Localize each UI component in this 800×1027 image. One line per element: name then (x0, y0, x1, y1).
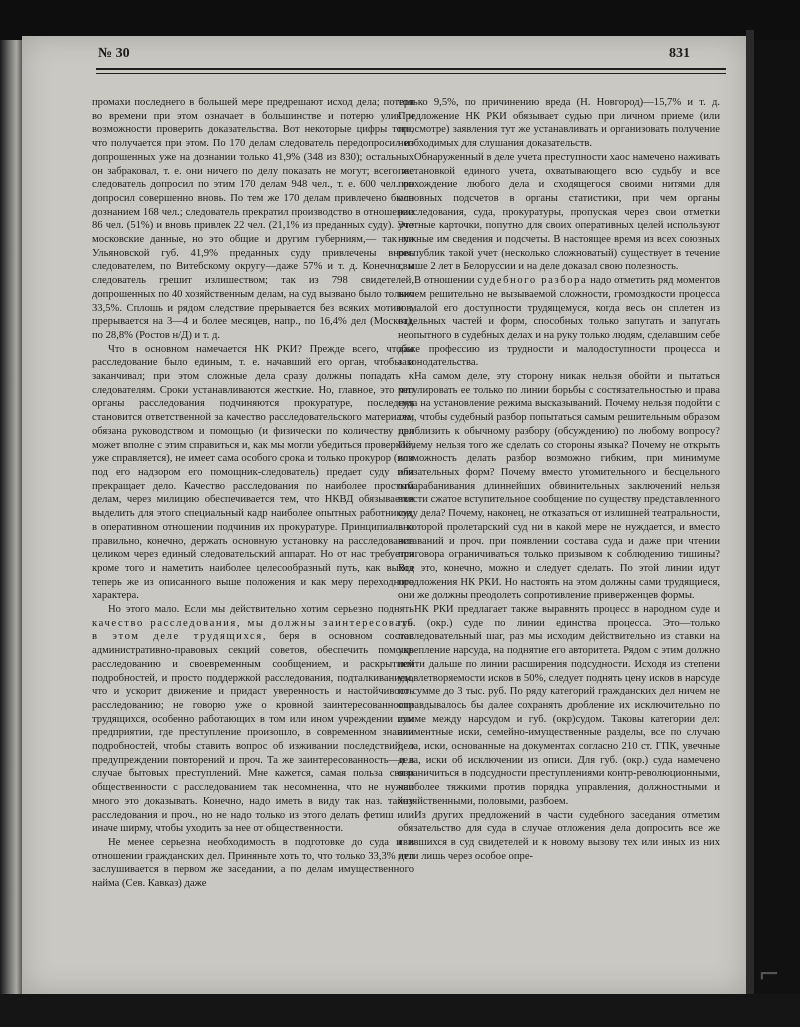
paragraph: Не менее серьезна необходимость в подготовке до суда и в отношении гражданских дел. Приняньте хоть то, что только 33,3% дел заслушивается в первом же заседании, а по делам имущественного найма (Сев. Кавказ) даже (92, 836, 414, 890)
issue-number: № 30 (98, 46, 130, 61)
paragraph: НК РКИ предлагает также выравнять процесс в народном суде и губ. (окр.) суде по линии единства процесса. Это—только последовательный шаг, раз мы исходим действительно из ставки на укрепление нарсуда, на поднятие его авторитета. Рядом с этим должно пойти дальше по линии расширения подсудности. Исходя из степени удовлетворяемости исков в 50%, следует поднять цену исков в нарсуде по сумме до 3 тыс. руб. По ряду категорий гражданских дел ничем не оправдывалось бы далее сохранять дробление их исключительно по сумме между нарсудом и губ. (окр)судом. Таковы категории дел: алиментные иски, семейно-имущественные разделы, все по случаю дела, иски, основанные на документах согласно 210 ст. ГПК, увечные дела, иски об исключении из описи. Для губ. (окр.) суда намечено ограничиться в подсудности преступлениями контр-революционными, наиболее тяжкими против порядка управления, должностными и хозяйственными, половыми, разбоем. (398, 604, 720, 807)
right-column (398, 96, 720, 863)
paragraph: промахи последнего в большей мере предрешают исход дела; потеря во времени при этом означает в большинстве и потерю улик и возможности проверить доказательства. Вот некоторые цифры того, что получается при этом. По 170 делам следователь передопросил из допрошенных уже на дознании только 41,9% (348 из 830); остальных он забраковал, т. е. они ничего по делу показать не могут; всего же следователь допросил по этим 170 делам 948 чел., т. е. 600 чел. он допросил совершенно вновь. По тем же 170 делам привлечено было дознанием 168 чел.; следователь прекратил производство в отношении 86 чел. (51%) и вновь привлек 22 чел. (21,1% из преданных суду). Это московские данные, но это общие и другим губерниям,— так по Ульяновской губ. 41,9% преданных суду привлечены вновь следователем, по Витебскому округу—даже 57% и т. д. Конечно, и следователь грешит излишеством; так из 798 свидетелей, допрошенных по 40 хозяйственным делам, на суд вызвано было только 33,5%. Сплошь и рядом следствие прерывается без всяких мотивов, прерывается на 3—4 и более месяцев, напр., по 16,4% дел (Москва), по 28,8% (Ростов н/Д) и т. д. (92, 97, 414, 341)
header-rule-thin (96, 73, 726, 74)
paragraph: только 9,5%, по причинению вреда (Н. Новгород)—15,7% и т. д. Предложение НК РКИ обязывает судью при личном приеме (или просмотре) заявления тут же устанавливать и организовать получение необходимых для слушания доказательств. (398, 97, 720, 150)
paragraph: Обнаруженный в деле учета преступности хаос намечено наживать постановкой единого учета, охватывающего всю судьбу и все прохождение любого дела и сходящегося своими нитями для основных подсчетов в органы статистики, при чем органы расследования, суда, прокуратуры, пропуская через свои отметки учетные карточки, попутно для своих оперативных целей используют нужные им сведения и подсчеты. В настоящее время из всех союзных республик такой учет (несколько сложноватый) существует в течение свыше 2 лет в Белоруссии и на деле доказал свою полезность. (398, 151, 720, 273)
paragraph (92, 603, 414, 836)
book-spine (0, 40, 22, 1000)
scan-backdrop (0, 0, 800, 40)
paragraph-text: надо отметить ряд моментов ничем решительно не вызываемой сложности, громоздкости процесса и малой его доступности трудящемуся, когда весь он сплетен из отдельных частей и форм, способных только запутать и запугать неопытного в судебных делах и на руку только людям, сделавшим себе даже профессию из трудности и малодоступности процесса и законодательства. (398, 275, 721, 369)
header-rule-thick (96, 68, 726, 70)
document-page (22, 36, 746, 994)
paragraph: На самом деле, эту сторону никак нельзя обойти и пытаться регулировать ее только по линии борьбы с состязательностью и права суда на установление режима высказываний. Почему нельзя подойти с тем, чтобы судебный разбор попытаться самым решительным образом приблизить к обычному разбору (обсуждению) по любому вопросу? Почему нельзя того же сделать со стороны языка? Почему не открыть возможность делать разбор возможно гибким, при минимуме обязательных форм? Почему вместо утомительного и бесцельного отбарабанивания длиннейших обвинительных заключений нельзя ввести сжатое вступительное сообщение по существу представленного суду дела? Почему, наконец, не отказаться от излишней театральности, в которой пролетарский суд ни в какой мере не нуждается, и вместо вставаний и проч. при появлении состава суда и даже при чтении приговора ограничиваться только призывом к соблюдению тишины? Все это, конечно, можно и следует сделать. По этой линии идут предложения НК РКИ. Но настоять на этом должны сами трудящиеся, они же должны преодолеть сопротивление приверженцев формы. (398, 371, 720, 602)
scan-bottom-backdrop (0, 994, 800, 1027)
emphasized-text: судебного разбора (477, 275, 588, 287)
paragraph: Из других предложений в части судебного заседания отметим обязательство для суда в случае отложения дела допросить все же явившихся в суд свидетелей и к новому вызову тех или иных из них итти лишь через особое опре- (398, 809, 720, 862)
emphasized-text: качество расследования, мы должны заинтересовать в этом деле трудящихся, (92, 617, 414, 643)
paragraph-text: В отношении (414, 275, 478, 287)
scan-corner-mark: ⌐ (758, 960, 780, 990)
paragraph-text: Но этого мало. Если мы действительно хотим серьезно поднять (108, 604, 414, 616)
page-right-edge (746, 30, 754, 1005)
paragraph (398, 274, 720, 370)
paragraph-text: беря в основном состав административно-правовых секций советов, обеспечить помощь расследованию и своевременным сообщением, и раскрытием подробностей, и просто поддержкой расследования, подталкиванием, что и ускорит движение и придаст уверенность и настойчивость расследованию; не говорю уже о кровной заинтересованности трудящихся, особенно работающих в том или ином учреждении или предприятии, где преступление произошло, в современном знании подробностей, чтобы ставить вопрос об изживании последствий, о предупреждении повторений и проч. Та же заинтересованность—и в случае бытовых преступлений. Мне кажется, самая польза связи общественности с расследованием так несомненна, что не нужно много это доказывать. Конечно, надо иметь в виду так наз. тайну расследования и проч., но не надо только из этого делать фетиш или иначе ширму, чтобы уходить за нее от общественности. (92, 631, 414, 835)
paragraph: Что в основном намечается НК РКИ? Прежде всего, чтобы расследование было единым, т. е. начавший его орган, чтобы и заканчивал; при этом сложные дела сразу должны попадать к следователям. Сроки устанавливаются жесткие. Но, главное, это что органы расследования подчиняются прокуратуре, последняя становится ответственной за качество расследовательского материала, обязана руководством и помощью (и физически по количеству дел может вполне с этим справиться и, как мы могли убедиться проверкой, уже справляется), не имеет сама особого срока и только прокурор (или под его надзором его помощник-следователь) предает суду или прекращает дело. Качество расследования по наиболее простым делам, через милицию обеспечивается тем, что НКВД обязывается выделить для этого специальный кадр наиболее опытных работников, в оперативном отношении подчинив их прокуратуре. Принципиально правильно, конечно, держать основную установку на расследование целиком через единый следовательский аппарат. Но от нас требуется кроме того и наметить наиболее целесообразный путь, как выход теперь же из описанного выше положения и как меру переходного характера. (92, 343, 414, 602)
left-column (92, 96, 414, 891)
page-number: 831 (669, 46, 690, 61)
